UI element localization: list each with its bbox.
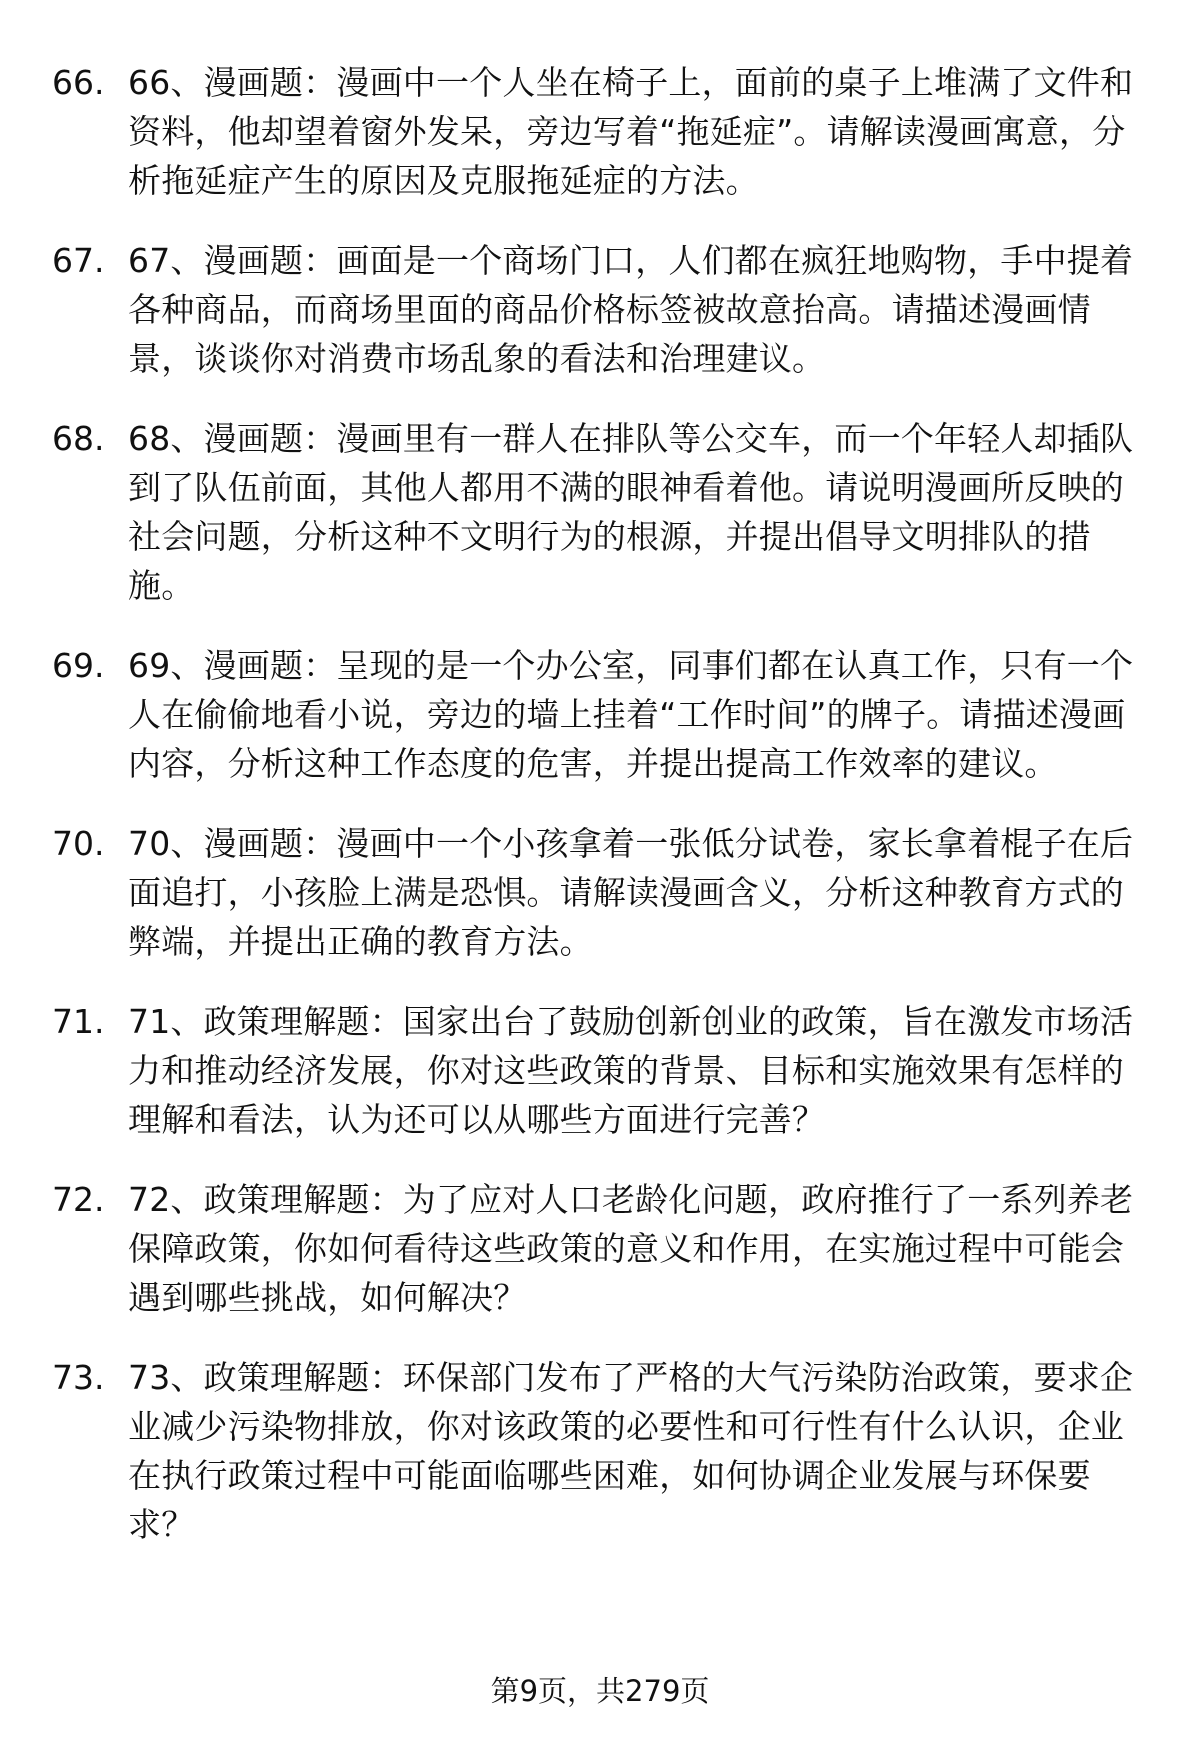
question-text: 72、政策理解题：为了应对人口老龄化问题，政府推行了一系列养老保障政策，你如何看待这些政策的意义和作用，在实施过程中可能会遇到哪些挑战，如何解决？ — [128, 1180, 1134, 1317]
question-number: 71. — [52, 1002, 105, 1041]
question-item — [52, 641, 1152, 788]
question-item — [52, 997, 1152, 1144]
question-item — [52, 1353, 1152, 1549]
page-footer: 第9页，共279页 — [490, 1674, 710, 1708]
question-number: 69. — [52, 646, 105, 685]
question-number: 72. — [52, 1180, 105, 1219]
question-number: 73. — [52, 1358, 105, 1397]
question-number: 66. — [52, 63, 105, 102]
question-text: 69、漫画题：呈现的是一个办公室，同事们都在认真工作，只有一个人在偷偷地看小说，旁边的墙上挂着“工作时间”的牌子。请描述漫画内容，分析这种工作态度的危害，并提出提高工作效率的建议。 — [128, 646, 1134, 783]
question-item — [52, 1175, 1152, 1322]
question-text: 73、政策理解题：环保部门发布了严格的大气污染防治政策，要求企业减少污染物排放，你对该政策的必要性和可行性有什么认识，企业在执行政策过程中可能面临哪些困难，如何协调企业发展与环保要求？ — [128, 1358, 1134, 1544]
question-text: 70、漫画题：漫画中一个小孩拿着一张低分试卷，家长拿着棍子在后面追打，小孩脸上满是恐惧。请解读漫画含义，分析这种教育方式的弊端，并提出正确的教育方法。 — [128, 824, 1134, 961]
question-list — [52, 58, 1152, 1580]
question-text: 71、政策理解题：国家出台了鼓励创新创业的政策，旨在激发市场活力和推动经济发展，你对这些政策的背景、目标和实施效果有怎样的理解和看法，认为还可以从哪些方面进行完善？ — [128, 1002, 1134, 1139]
question-item — [52, 414, 1152, 610]
question-text: 66、漫画题：漫画中一个人坐在椅子上，面前的桌子上堆满了文件和资料，他却望着窗外发呆，旁边写着“拖延症”。请解读漫画寓意，分析拖延症产生的原因及克服拖延症的方法。 — [128, 63, 1134, 200]
question-item — [52, 819, 1152, 966]
question-text: 68、漫画题：漫画里有一群人在排队等公交车，而一个年轻人却插队到了队伍前面，其他人都用不满的眼神看着他。请说明漫画所反映的社会问题，分析这种不文明行为的根源，并提出倡导文明排队的措施。 — [128, 419, 1134, 605]
question-number: 67. — [52, 241, 105, 280]
question-item — [52, 236, 1152, 383]
question-text: 67、漫画题：画面是一个商场门口，人们都在疯狂地购物，手中提着各种商品，而商场里面的商品价格标签被故意抬高。请描述漫画情景，谈谈你对消费市场乱象的看法和治理建议。 — [128, 241, 1134, 378]
question-number: 70. — [52, 824, 105, 863]
question-number: 68. — [52, 419, 105, 458]
question-item — [52, 58, 1152, 205]
